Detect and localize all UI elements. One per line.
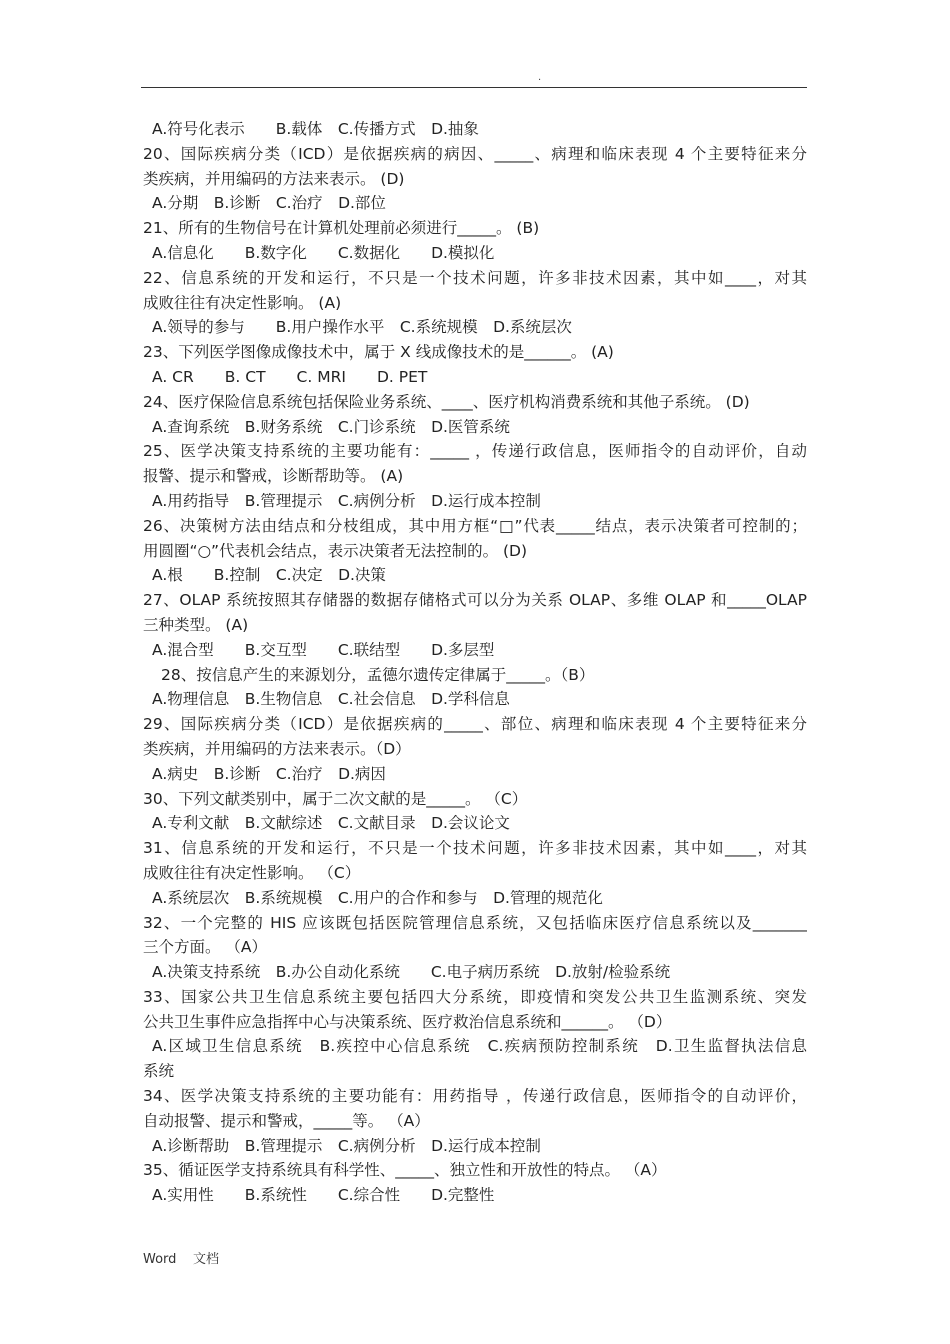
header-mark: .: [538, 72, 542, 83]
footer-doc: 文档: [192, 1252, 219, 1267]
question-line: 21、所有的生物信号在计算机处理前必须进行_____。 (B): [143, 219, 540, 238]
option-line: A.物理信息 B.生物信息 C.社会信息 D.学科信息: [152, 690, 510, 709]
footer-word: Word: [143, 1252, 177, 1267]
question-line: 31、信息系统的开发和运行，不只是一个技术问题，许多非技术因素，其中如____，对其: [143, 839, 807, 858]
option-line: A.诊断帮助 B.管理提示 C.病例分析 D.运行成本控制: [152, 1136, 541, 1155]
question-line: 类疾病，并用编码的方法来表示。（D）: [143, 739, 411, 758]
question-line: 报警、提示和警戒，诊断帮助等。 (A): [143, 467, 404, 486]
option-line: A.符号化表示 B.载体 C.传播方式 D.抽象: [152, 120, 479, 138]
option-line: A.系统层次 B.系统规模 C.用户的合作和参与 D.管理的规范化: [152, 888, 603, 907]
option-line: A.信息化 B.数字化 C.数据化 D.模拟化: [152, 243, 495, 262]
option-line: A. CR B. CT C. MRI D. PET: [152, 367, 428, 386]
question-line: 20、国际疾病分类（ICD）是依据疾病的病因、_____、病理和临床表现 4 个主要特征来分: [143, 144, 807, 163]
question-line: 成败往往有决定性影响。 （C）: [143, 863, 361, 882]
header-rule: [141, 87, 807, 88]
option-line: A.专利文献 B.文献综述 C.文献目录 D.会议论文: [152, 814, 510, 833]
option-line: A.根 B.控制 C.决定 D.决策: [152, 566, 386, 585]
question-line: 26、决策树方法由结点和分枝组成，其中用方框“□”代表_____结点，表示决策者可控制的；: [143, 516, 807, 535]
question-line: 24、医疗保险信息系统包括保险业务系统、____、医疗机构消费系统和其他子系统。 (D): [143, 392, 750, 411]
page-footer: [143, 1248, 219, 1267]
option-line: A.用药指导 B.管理提示 C.病例分析 D.运行成本控制: [152, 491, 541, 510]
option-line: A.实用性 B.系统性 C.综合性 D.完整性: [152, 1186, 495, 1205]
option-line: A.决策支持系统 B.办公自动化系统 C.电子病历系统 D.放射/检验系统: [152, 963, 671, 982]
question-line: 35、循证医学支持系统具有科学性、_____、独立性和开放性的特点。 （A）: [143, 1161, 667, 1180]
option-line: A.分期 B.诊断 C.治疗 D.部位: [152, 194, 386, 213]
question-body: [143, 117, 807, 1208]
question-line: 22、信息系统的开发和运行，不只是一个技术问题，许多非技术因素，其中如____，对其: [143, 268, 807, 287]
option-line: A.病史 B.诊断 C.治疗 D.病因: [152, 764, 386, 783]
question-line: 自动报警、提示和警戒，_____等。 （A）: [143, 1111, 430, 1130]
question-line: 用圆圈“○”代表机会结点，表示决策者无法控制的。 (D): [143, 541, 528, 560]
option-line: A.查询系统 B.财务系统 C.门诊系统 D.医管系统: [152, 417, 510, 436]
option-line: A.混合型 B.交互型 C.联结型 D.多层型: [152, 640, 495, 659]
question-line: 33、国家公共卫生信息系统主要包括四大分系统，即疫情和突发公共卫生监测系统、突发: [143, 987, 807, 1006]
option-line: A.领导的参与 B.用户操作水平 C.系统规模 D.系统层次: [152, 318, 572, 337]
question-line: 29、国际疾病分类（ICD）是依据疾病的_____、部位、病理和临床表现 4 个主要特征来分: [143, 715, 807, 734]
question-line: 27、OLAP 系统按照其存储器的数据存储格式可以分为关系 OLAP、多维 OLAP 和_____OLAP: [143, 591, 807, 610]
question-line: 23、下列医学图像成像技术中，属于 X 线成像技术的是______。 (A): [143, 343, 614, 362]
question-line: 成败往往有决定性影响。 (A): [143, 293, 342, 312]
question-line: 28、按信息产生的来源划分，孟德尔遗传定律属于_____。（B）: [161, 665, 595, 684]
option-line: 系统: [143, 1062, 175, 1081]
question-line: 三种类型。 (A): [143, 615, 249, 634]
question-line: 三个方面。 （A）: [143, 938, 268, 957]
question-line: 30、下列文献类别中，属于二次文献的是_____。 （C）: [143, 789, 528, 808]
question-line: 25、医学决策支持系统的主要功能有：_____ ，传递行政信息，医师指令的自动评价，自动: [143, 442, 807, 461]
question-line: 34、医学决策支持系统的主要功能有：用药指导 ，传递行政信息，医师指令的自动评价，: [143, 1087, 807, 1106]
question-line: 32、一个完整的 HIS 应该既包括医院管理信息系统，又包括临床医疗信息系统以及_______: [143, 913, 807, 932]
question-line: 公共卫生事件应急指挥中心与决策系统、医疗救治信息系统和______。 （D）: [143, 1012, 672, 1031]
option-line: A.区域卫生信息系统 B.疾控中心信息系统 C.疾病预防控制系统 D.卫生监督执法信息: [152, 1037, 807, 1056]
question-line: 类疾病，并用编码的方法来表示。 (D): [143, 169, 405, 188]
